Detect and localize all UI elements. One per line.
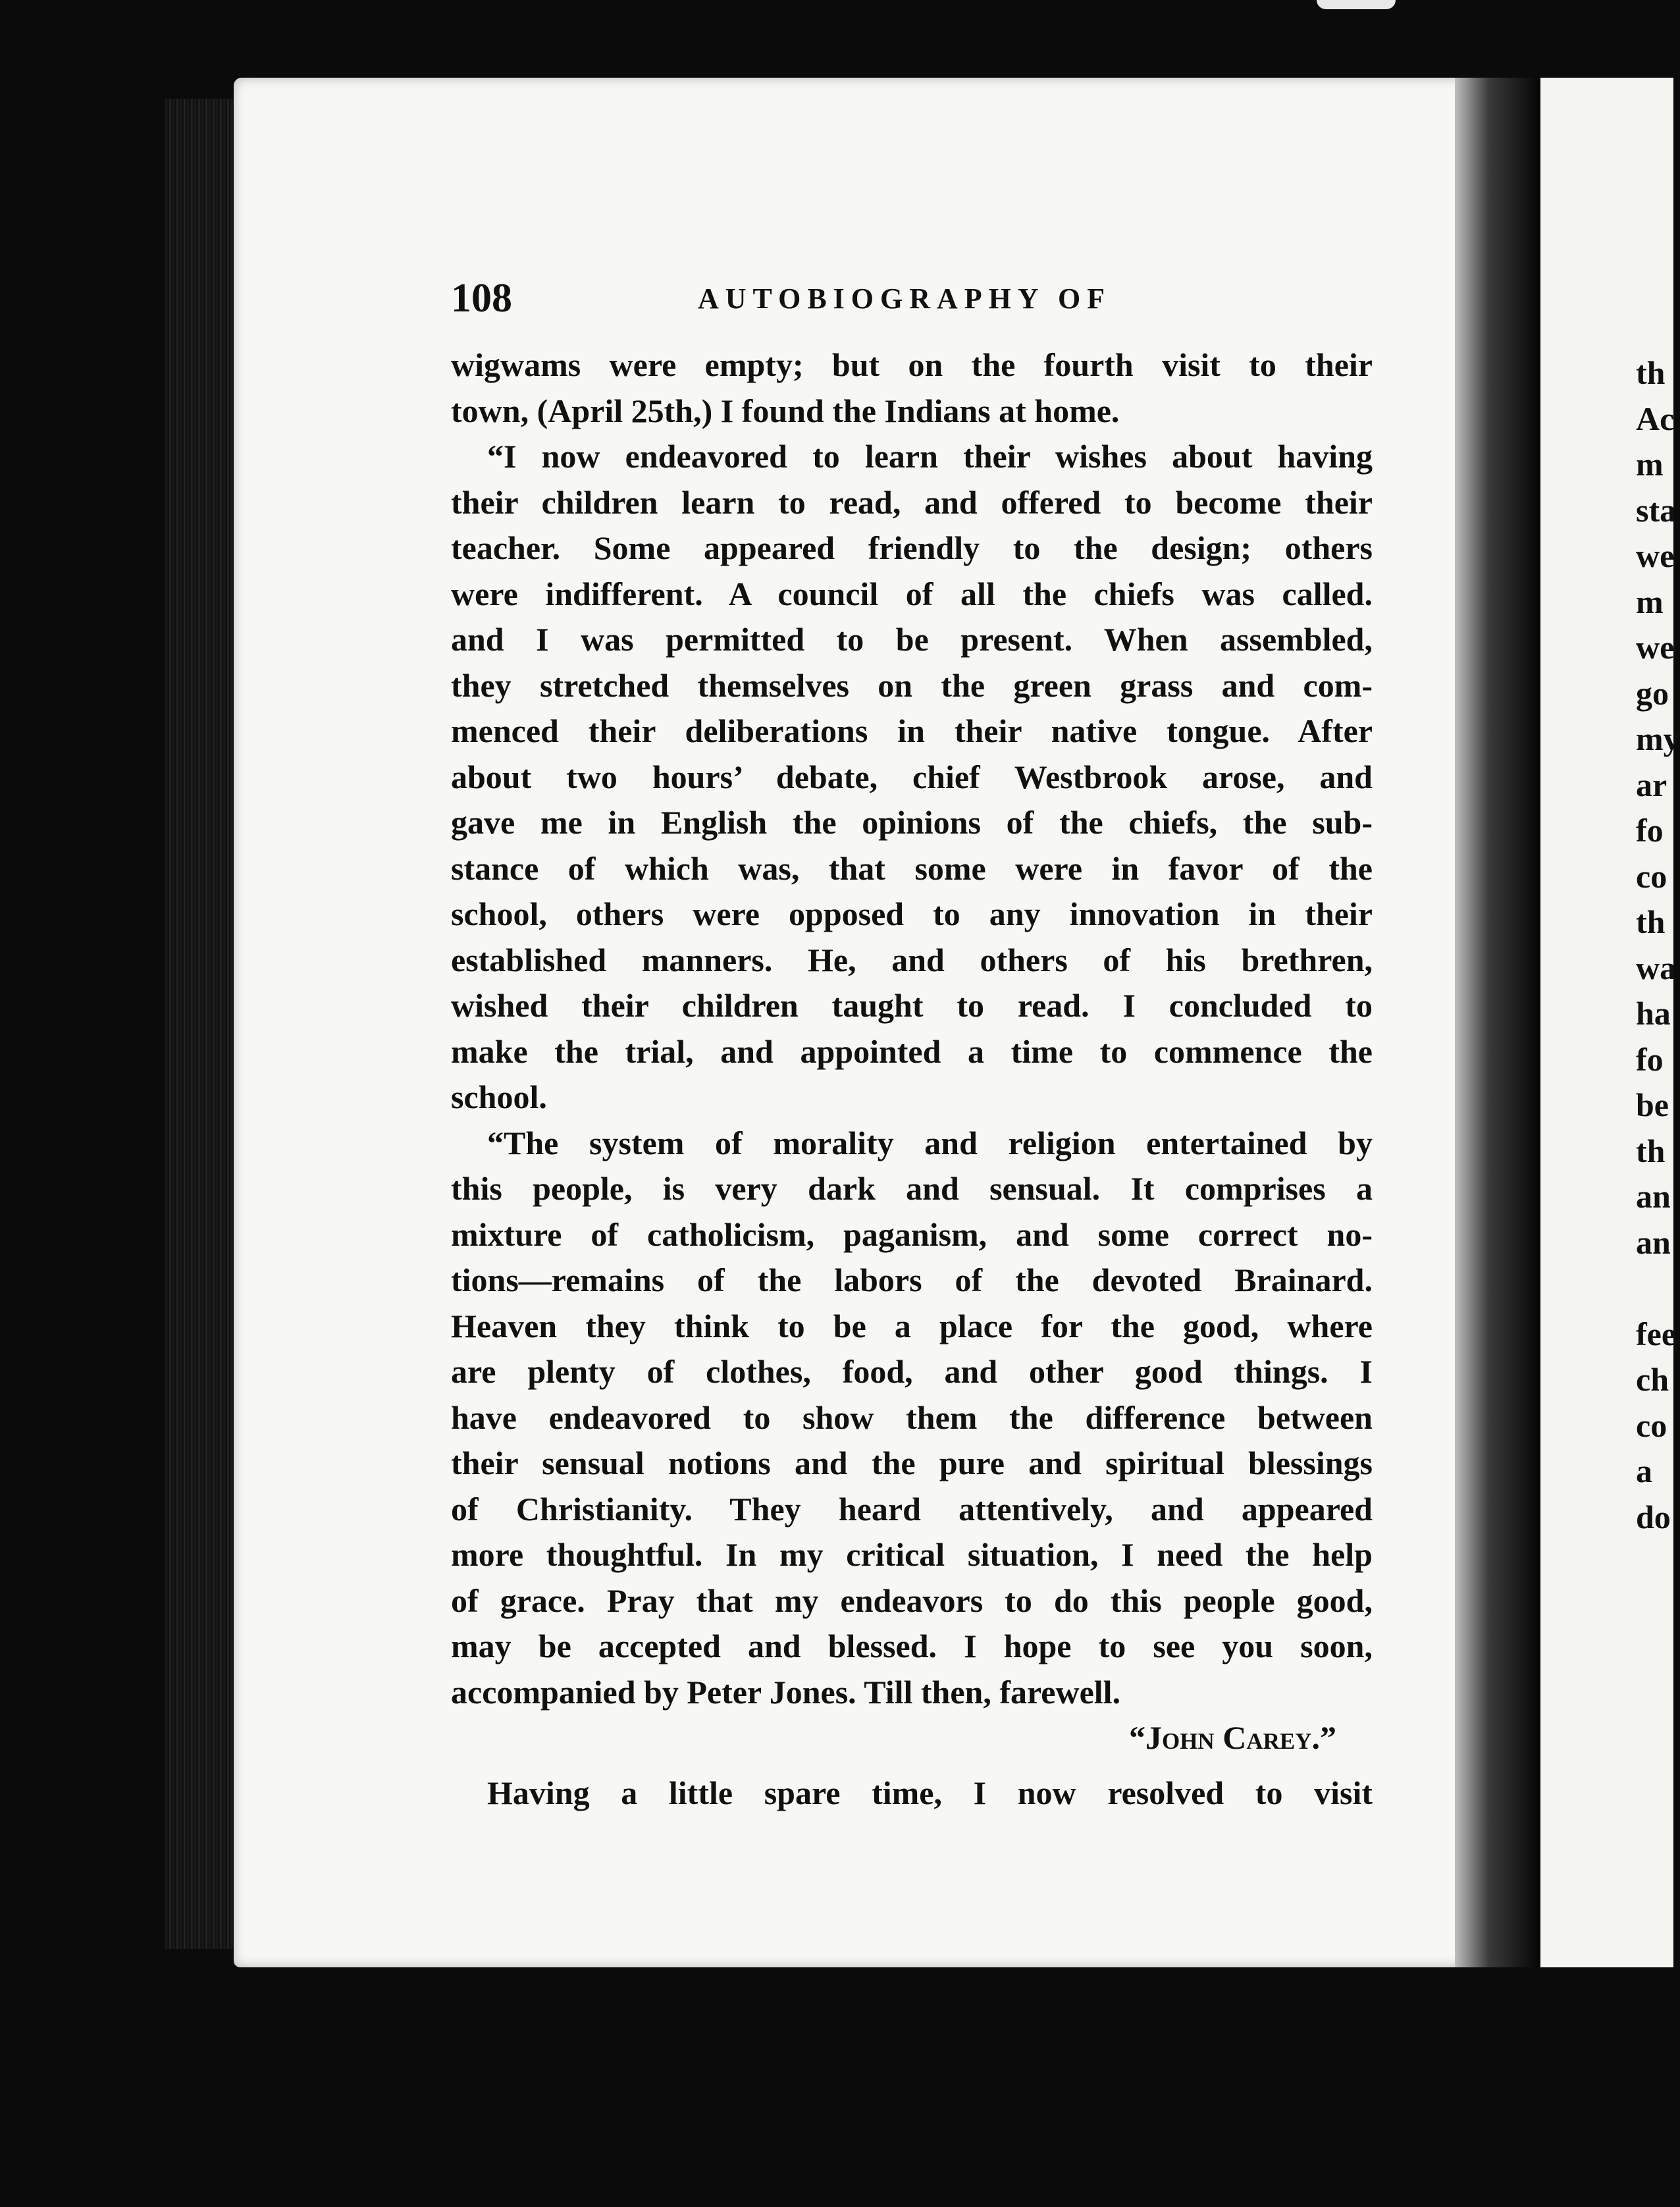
text-line: and I was permitted to be present. When assembled,: [451, 621, 1373, 658]
text-line: town, (April 25th,) I found the Indians at home.: [451, 392, 1120, 429]
text-line: gave me in English the opinions of the chiefs, the sub-: [451, 804, 1373, 841]
fragment: th: [1636, 1132, 1666, 1169]
text-line: of Christianity. They heard attentively, and appeared: [451, 1490, 1373, 1528]
fragment: sta: [1636, 491, 1677, 529]
text-line: “I now endeavored to learn their wishes about having: [487, 438, 1373, 475]
text-line: stance of which was, that some were in favor of the: [451, 849, 1373, 887]
fragment: an: [1636, 1223, 1671, 1261]
book-gutter: [1455, 78, 1540, 1967]
fragment: ch: [1636, 1361, 1669, 1398]
fragment: wa: [1636, 949, 1677, 986]
fragment: fee: [1636, 1315, 1677, 1352]
text-line: more thoughtful. In my critical situation, I need the help: [451, 1536, 1373, 1573]
text-line: “The system of morality and religion entertained by: [487, 1124, 1373, 1161]
fragment: co: [1636, 1406, 1667, 1444]
text-line: school.: [451, 1078, 547, 1115]
fragment: my: [1636, 720, 1680, 757]
page-number: 108: [451, 276, 512, 321]
text-line: of grace. Pray that my endeavors to do this people good,: [451, 1582, 1373, 1619]
fragment: a: [1636, 1452, 1652, 1489]
fragment: ha: [1636, 995, 1671, 1032]
text-line: mixture of catholicism, paganism, and some correct no-: [451, 1215, 1373, 1253]
text-line: tions—remains of the labors of the devoted Brainard.: [451, 1262, 1373, 1298]
text-line: wished their children taught to read. I concluded to: [451, 987, 1373, 1024]
fragment: we: [1636, 629, 1675, 666]
fragment: th: [1636, 354, 1666, 391]
text-line: about two hours’ debate, chief Westbrook arose, and: [451, 758, 1373, 795]
fragment: go: [1636, 674, 1669, 712]
fragment-gap: [1636, 1265, 1675, 1312]
scan-artifact: [1317, 0, 1396, 9]
text-line: their sensual notions and the pure and spiritual blessings: [451, 1445, 1373, 1481]
body-text: [451, 342, 1373, 1816]
text-line: wigwams were empty; but on the fourth visit to their: [451, 346, 1373, 383]
text-line: they stretched themselves on the green grass and com-: [451, 666, 1373, 704]
fragment: m: [1636, 583, 1664, 620]
text-line: menced their deliberations in their native tongue. After: [451, 712, 1373, 749]
fragment: an: [1636, 1178, 1671, 1215]
text-line: this people, is very dark and sensual. It comprises a: [451, 1170, 1373, 1207]
fragment: th: [1636, 903, 1666, 940]
fragment: fo: [1636, 812, 1664, 849]
fragment: fo: [1636, 1040, 1664, 1078]
text-line: are plenty of clothes, food, and other good things. I: [451, 1353, 1373, 1390]
text-line: Heaven they think to be a place for the good, where: [451, 1307, 1373, 1344]
text-line: accompanied by Peter Jones. Till then, farewell.: [451, 1673, 1121, 1711]
fragment: Ac: [1636, 400, 1675, 437]
fragment: ar: [1636, 766, 1667, 803]
running-head: AUTOBIOGRAPHY OF: [698, 282, 1112, 315]
right-page-text-fragments: [1636, 350, 1680, 1540]
text-line: have endeavored to show them the difference between: [451, 1398, 1373, 1436]
text-line: make the trial, and appointed a time to commence the: [451, 1032, 1373, 1070]
text-line: established manners. He, and others of his brethren,: [451, 941, 1373, 978]
fragment: m: [1636, 446, 1664, 483]
text-line: Having a little spare time, I now resolved to visit: [487, 1774, 1373, 1811]
signature-line: “John Carey.”: [1128, 1719, 1336, 1756]
fragment: we: [1636, 537, 1675, 574]
text-line: were indifferent. A council of all the chiefs was called.: [451, 575, 1373, 612]
fragment: do: [1636, 1498, 1671, 1535]
page-header: [451, 275, 1373, 328]
fragment: co: [1636, 857, 1667, 895]
text-line: school, others were opposed to any innovation in their: [451, 895, 1373, 932]
text-line: their children learn to read, and offered to become their: [451, 483, 1373, 521]
text-line: teacher. Some appeared friendly to the design; others: [451, 529, 1373, 566]
page-edge-stack: [165, 99, 237, 1949]
fragment: be: [1636, 1086, 1669, 1123]
text-line: may be accepted and blessed. I hope to see you soon,: [451, 1628, 1373, 1664]
